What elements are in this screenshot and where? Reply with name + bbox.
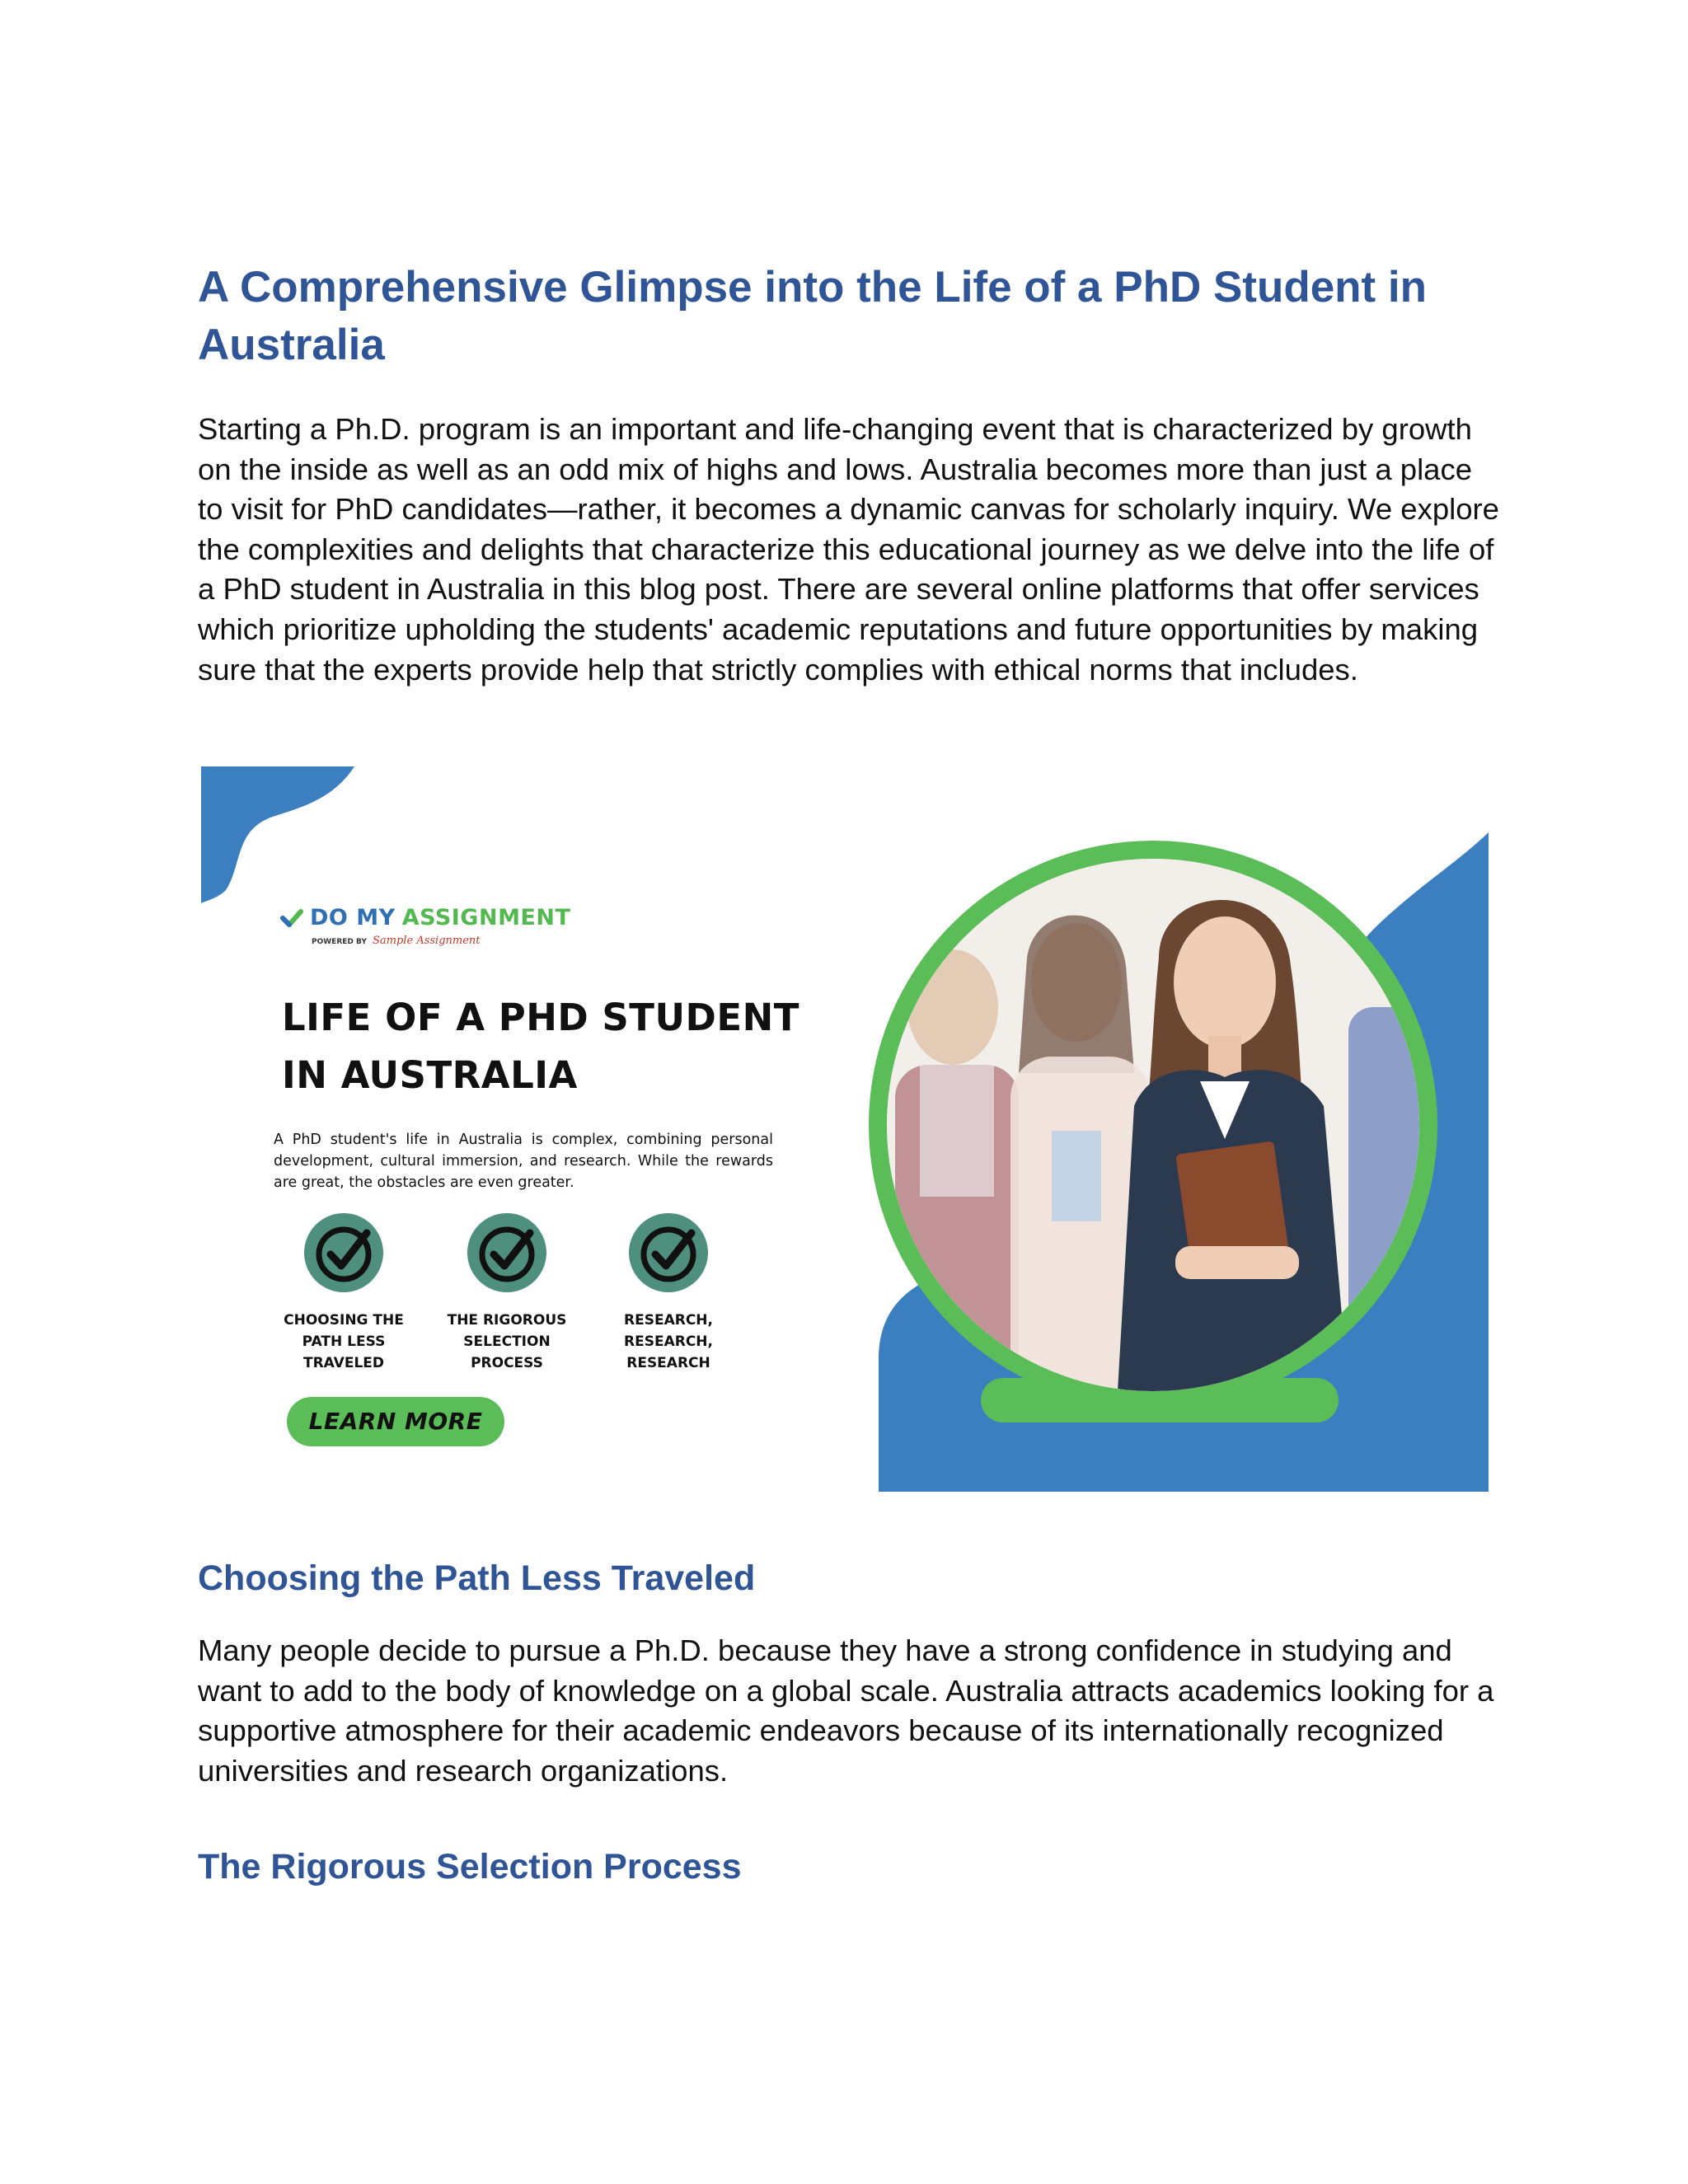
learn-more-button[interactable]: LEARN MORE (287, 1397, 504, 1446)
brand-logo (280, 905, 570, 930)
feature-label: THE RIGOROUS SELECTION PROCESS (447, 1312, 567, 1371)
feature-selection-process (437, 1212, 577, 1374)
check-circle-icon (466, 1212, 548, 1294)
section-heading-path: Choosing the Path Less Traveled (198, 1558, 756, 1598)
feature-label: RESEARCH, RESEARCH, RESEARCH (624, 1312, 713, 1371)
banner-image (201, 766, 1489, 1492)
photo-frame (869, 841, 1437, 1409)
check-circle-icon (302, 1212, 385, 1294)
logo-text-do-my: DO MY (310, 905, 396, 930)
checkmark-icon (280, 907, 303, 930)
students-illustration (887, 859, 1419, 1391)
section-paragraph-path: Many people decide to pursue a Ph.D. because they have a strong confidence in studying and want to add to the body of knowledge on a global scale. Australia attracts academics looking for a supportive atmosphere for their academic endeavors because of its internationally recognized universities and research organizations. (198, 1633, 1494, 1788)
intro-paragraph: Starting a Ph.D. program is an important and life-changing event that is characterized by growth on the inside as well as an odd mix of highs and lows. Australia becomes more than just a place to visit for PhD candidates—rather, it becomes a dynamic canvas for scholarly inquiry. We explore the complexities and delights that characterize this educational journey as we delve into the life of a PhD student in Australia in this blog post. There are several online platforms that offer services which prioritize upholding the students' academic reputations and future opportunities by making sure that the experts provide help that strictly complies with ethical norms that includes. (198, 412, 1499, 687)
check-circle-icon (627, 1212, 710, 1294)
feature-label: CHOOSING THE PATH LESS TRAVELED (284, 1312, 404, 1371)
logo-text-assignment: ASSIGNMENT (401, 905, 571, 930)
banner-heading: LIFE OF A PHD STUDENT IN AUSTRALIA (282, 996, 799, 1097)
powered-by-label: POWERED BY (312, 938, 367, 946)
feature-choosing-path (274, 1212, 414, 1374)
page-title: A Comprehensive Glimpse into the Life of a PhD Student in Australia (198, 263, 1428, 369)
students-photo (887, 859, 1419, 1391)
powered-by-line (312, 935, 481, 947)
banner-description: A PhD student's life in Australia is complex, combining personal development, cultural immersion, and research. While the rewards are great, the obstacles are even greater. (274, 1132, 773, 1191)
powered-by-brand: Sample Assignment (373, 935, 481, 947)
section-heading-rigorous: The Rigorous Selection Process (198, 1847, 742, 1886)
feature-research (598, 1212, 738, 1374)
